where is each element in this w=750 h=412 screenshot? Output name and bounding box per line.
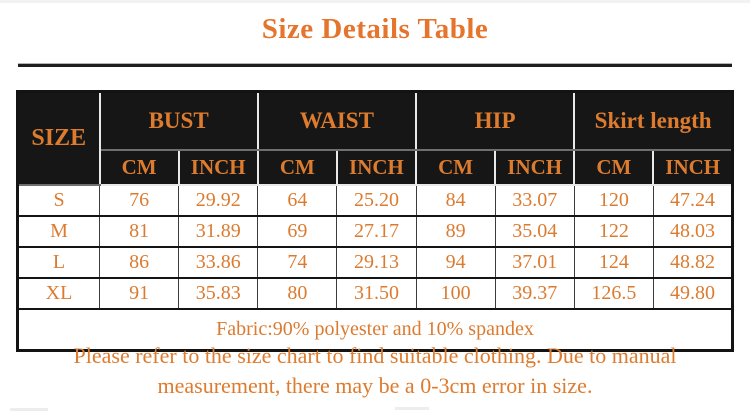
title-divider xyxy=(18,63,732,67)
footer-line-2: measurement, there may be a 0-3cm error in size. xyxy=(157,373,593,398)
value-cell: 124 xyxy=(574,247,653,278)
group-header-waist: WAIST xyxy=(258,92,416,151)
value-cell: 48.82 xyxy=(653,247,732,278)
value-cell: 48.03 xyxy=(653,216,732,247)
value-cell: 81 xyxy=(100,216,179,247)
value-cell: 29.13 xyxy=(337,247,416,278)
group-header-row xyxy=(18,92,733,151)
unit-header-hip-inch: INCH xyxy=(495,150,574,185)
footer-note xyxy=(0,341,750,401)
value-cell: 33.07 xyxy=(495,185,574,216)
unit-header-skirt-inch: INCH xyxy=(653,150,732,185)
size-column-header: SIZE xyxy=(18,92,100,186)
unit-header-row xyxy=(18,150,733,185)
table-row-xl xyxy=(18,278,733,309)
value-cell: 33.86 xyxy=(179,247,258,278)
footer-line-1: Please refer to the size chart to find suitable clothing. Due to manual xyxy=(73,343,677,368)
table-row-l xyxy=(18,247,733,278)
group-header-skirt-length: Skirt length xyxy=(574,92,732,151)
value-cell: 69 xyxy=(258,216,337,247)
unit-header-waist-inch: INCH xyxy=(337,150,416,185)
size-cell: XL xyxy=(18,278,100,309)
unit-header-bust-cm: CM xyxy=(100,150,179,185)
unit-header-waist-cm: CM xyxy=(258,150,337,185)
page-title: Size Details Table xyxy=(261,13,489,45)
bottom-crop-artifact xyxy=(10,408,48,411)
value-cell: 27.17 xyxy=(337,216,416,247)
value-cell: 35.04 xyxy=(495,216,574,247)
value-cell: 31.89 xyxy=(179,216,258,247)
value-cell: 80 xyxy=(258,278,337,309)
value-cell: 126.5 xyxy=(574,278,653,309)
unit-header-hip-cm: CM xyxy=(416,150,495,185)
value-cell: 122 xyxy=(574,216,653,247)
table-row-s xyxy=(18,185,733,216)
value-cell: 100 xyxy=(416,278,495,309)
value-cell: 76 xyxy=(100,185,179,216)
value-cell: 35.83 xyxy=(179,278,258,309)
value-cell: 47.24 xyxy=(653,185,732,216)
unit-header-skirt-cm: CM xyxy=(574,150,653,185)
size-table-body xyxy=(18,185,733,351)
unit-header-bust-inch: INCH xyxy=(179,150,258,185)
fabric-note: Fabric:90% polyester and 10% spandex xyxy=(18,309,733,351)
value-cell: 39.37 xyxy=(495,278,574,309)
value-cell: 31.50 xyxy=(337,278,416,309)
bottom-crop-artifact xyxy=(395,407,429,410)
value-cell: 25.20 xyxy=(337,185,416,216)
value-cell: 74 xyxy=(258,247,337,278)
value-cell: 49.80 xyxy=(653,278,732,309)
top-crop-artifact xyxy=(0,0,750,3)
value-cell: 29.92 xyxy=(179,185,258,216)
table-row-m xyxy=(18,216,733,247)
size-cell: L xyxy=(18,247,100,278)
group-header-bust: BUST xyxy=(100,92,258,151)
value-cell: 64 xyxy=(258,185,337,216)
value-cell: 89 xyxy=(416,216,495,247)
value-cell: 86 xyxy=(100,247,179,278)
value-cell: 37.01 xyxy=(495,247,574,278)
group-header-hip: HIP xyxy=(416,92,574,151)
value-cell: 120 xyxy=(574,185,653,216)
value-cell: 94 xyxy=(416,247,495,278)
value-cell: 91 xyxy=(100,278,179,309)
size-table xyxy=(16,90,734,352)
size-cell: S xyxy=(18,185,100,216)
value-cell: 84 xyxy=(416,185,495,216)
size-cell: M xyxy=(18,216,100,247)
size-table-header xyxy=(18,92,733,186)
